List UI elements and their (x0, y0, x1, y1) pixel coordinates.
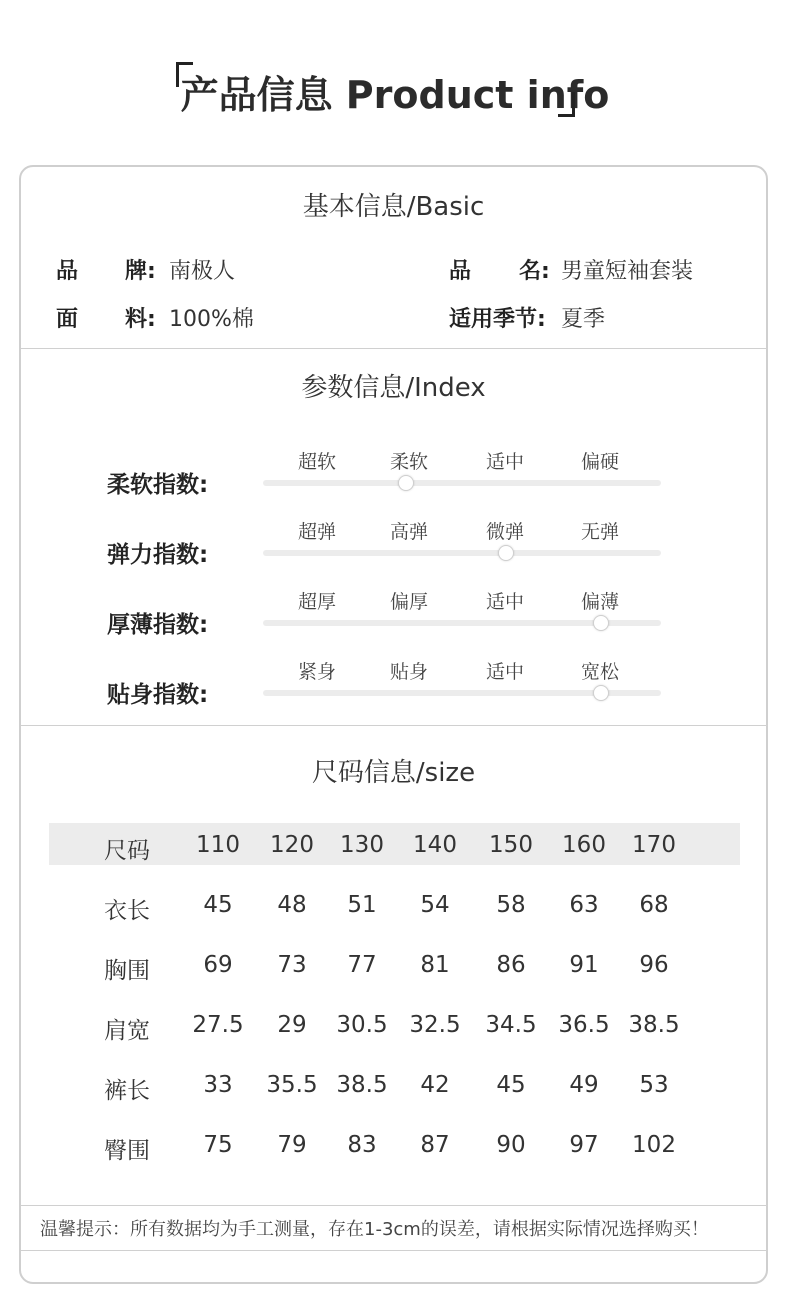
size-table-cell: 33 (203, 1072, 233, 1098)
index-tick-label: 偏硬 (580, 451, 619, 473)
material-value: 100%棉 (169, 307, 254, 332)
size-table-cell: 90 (496, 1132, 526, 1158)
index-tick-label: 适中 (485, 451, 524, 473)
index-slider-track (263, 550, 661, 556)
size-table-cell: 51 (347, 892, 377, 918)
index-tick-label: 宽松 (580, 661, 619, 683)
divider-size (21, 1205, 768, 1206)
size-table-cell: 68 (639, 892, 669, 918)
divider-basic (21, 348, 768, 349)
size-table-cell: 54 (420, 892, 450, 918)
index-section-title: 参数信息/Index (301, 373, 486, 403)
size-table-cell: 58 (496, 892, 526, 918)
size-table-cell: 86 (496, 952, 526, 978)
size-table-cell: 97 (569, 1132, 599, 1158)
size-table-cell: 83 (347, 1132, 377, 1158)
index-tick-label: 偏厚 (389, 591, 428, 613)
index-tick-label: 偏薄 (580, 591, 619, 613)
size-table-cell: 27.5 (192, 1012, 244, 1038)
size-table-cell: 87 (420, 1132, 450, 1158)
index-tick-label: 紧身 (297, 661, 336, 683)
size-table-cell: 102 (632, 1132, 676, 1158)
index-slider-knob (498, 545, 514, 561)
size-table-cell: 裤长 (104, 1078, 150, 1104)
size-table-cell: 30.5 (336, 1012, 388, 1038)
divider-bottom (21, 1250, 768, 1251)
size-table-cell: 42 (420, 1072, 450, 1098)
size-table-cell: 36.5 (558, 1012, 610, 1038)
index-tick-label: 微弹 (485, 521, 524, 543)
size-table-cell: 75 (203, 1132, 233, 1158)
name-label-2: 名: (519, 259, 550, 284)
size-section-title: 尺码信息/size (311, 758, 476, 788)
index-tick-label: 适中 (485, 661, 524, 683)
index-tick-label: 超弹 (297, 521, 336, 543)
size-table-cell: 34.5 (485, 1012, 537, 1038)
divider-index (21, 725, 768, 726)
season-label: 适用季节: (449, 307, 546, 332)
index-tick-label: 柔软 (389, 451, 428, 473)
size-table-header-cell: 140 (413, 832, 457, 858)
size-table-cell: 29 (277, 1012, 307, 1038)
material-label-1: 面 (56, 307, 79, 332)
size-table-cell: 衣长 (104, 898, 150, 924)
index-slider-track (263, 480, 661, 486)
size-table-header-cell: 170 (632, 832, 676, 858)
index-tick-label: 适中 (485, 591, 524, 613)
size-table-cell: 96 (639, 952, 669, 978)
size-table-cell: 32.5 (409, 1012, 461, 1038)
index-label: 贴身指数: (107, 682, 209, 708)
index-tick-label: 无弹 (580, 521, 619, 543)
basic-section-title: 基本信息/Basic (302, 192, 485, 222)
brand-label-2: 牌: (125, 259, 156, 284)
size-table-cell: 45 (203, 892, 233, 918)
size-table-header-cell: 尺码 (104, 838, 150, 864)
size-table-cell: 63 (569, 892, 599, 918)
size-table-header-cell: 160 (562, 832, 606, 858)
size-table-cell: 45 (496, 1072, 526, 1098)
index-label: 厚薄指数: (107, 612, 209, 638)
index-tick-label: 超厚 (297, 591, 336, 613)
size-note: 温馨提示：所有数据均为手工测量，存在1-3cm的误差，请根据实际情况选择购买！ (40, 1219, 709, 1240)
size-table-cell: 49 (569, 1072, 599, 1098)
size-table-header-cell: 110 (196, 832, 240, 858)
material-label-2: 料: (125, 307, 156, 332)
brand-value: 南极人 (169, 259, 236, 284)
index-tick-label: 高弹 (389, 521, 428, 543)
index-label: 弹力指数: (107, 542, 209, 568)
brand-label-1: 品 (56, 259, 79, 284)
name-value: 男童短袖套装 (561, 259, 694, 284)
page-title: 产品信息 Product info (180, 73, 610, 117)
size-table-cell: 79 (277, 1132, 307, 1158)
size-table-cell: 53 (639, 1072, 669, 1098)
size-table-cell: 77 (347, 952, 377, 978)
size-table-cell: 胸围 (104, 958, 150, 984)
size-table-cell: 81 (420, 952, 450, 978)
size-table-cell: 肩宽 (104, 1018, 150, 1044)
size-table-cell: 69 (203, 952, 233, 978)
size-table-header-cell: 120 (270, 832, 314, 858)
title-bracket-right (558, 92, 575, 117)
size-table-cell: 91 (569, 952, 599, 978)
size-table-header-cell: 150 (489, 832, 533, 858)
size-table-cell: 48 (277, 892, 307, 918)
index-tick-label: 贴身 (389, 661, 428, 683)
size-table-cell: 臀围 (104, 1138, 150, 1164)
size-table-cell: 38.5 (336, 1072, 388, 1098)
size-table-cell: 35.5 (266, 1072, 318, 1098)
size-table-cell: 73 (277, 952, 307, 978)
index-label: 柔软指数: (107, 472, 209, 498)
name-label-1: 品 (449, 259, 472, 284)
size-table-cell: 38.5 (628, 1012, 680, 1038)
index-tick-label: 超软 (297, 451, 336, 473)
season-value: 夏季 (561, 307, 606, 332)
size-table-header-cell: 130 (340, 832, 384, 858)
